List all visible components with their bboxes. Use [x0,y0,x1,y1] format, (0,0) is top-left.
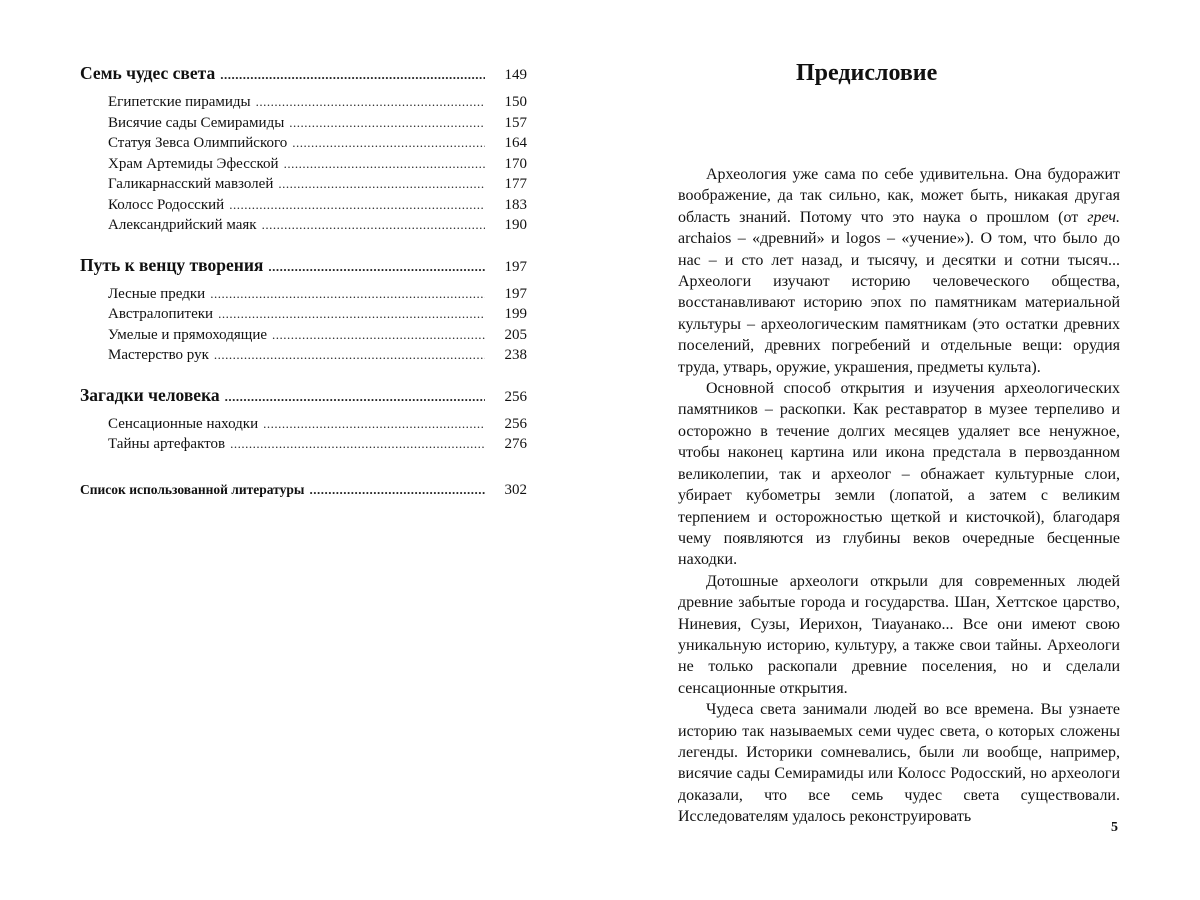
toc-spacer [80,366,527,380]
toc-leader-dots [268,252,485,282]
toc-item-title: Висячие сады Семирамиды [108,114,285,131]
toc-leader-dots [220,60,485,90]
toc-leader-dots [262,215,485,236]
toc-leader-dots [263,414,485,435]
toc-item-title: Галикарнасский мавзолей [108,176,274,192]
toc-page-number: 170 [504,155,527,172]
toc-page-number: 164 [504,135,527,151]
toc-section [80,250,527,282]
toc-leader-dots [309,475,485,505]
preface-paragraph: Основной способ открытия и изучения археологических памятников – раскопки. Как реставратор в музее терпеливо и осторожно в течение долгих месяцев удаляет все ненужное, чтобы наконец картина или икона предстала в первозданном великолепии, так и археолог – обнажает культурные слои, убирает кубометры земли (лопатой, а затем с великим терпением и осторожностью щеткой и кисточкой), благодаря чему появляются из глубины веков очередные бесценные находки. [678,380,1120,569]
toc-section [80,380,527,412]
toc-page-number: 190 [504,217,527,233]
toc-page-number: 150 [504,94,527,110]
toc-item [80,414,527,435]
right-page [600,0,1200,900]
toc-item [80,345,527,366]
preface-paragraph: Дотошные археологи открыли для современных людей древние забытые города и государства. Шан, Хеттское царство, Ниневия, Сузы, Иерихон, Тиауанако... Все они имеют свою уникальную историю, культуру, а также свои тайны. Археологи не только раскопали древние поселения, но и сделали сенсационные открытия. [678,572,1120,697]
toc-page-number: 157 [504,114,527,131]
toc-leader-dots [218,304,485,325]
toc-leader-dots [230,434,485,455]
toc-item-title: Статуя Зевса Олимпийского [108,135,288,151]
toc-leader-dots [272,325,485,346]
preface-text: Археология уже сама по себе удивительна. Она будоражит воображение, да так сильно, как, может быть, никакая другая область знаний. Потому что это наука о прошлом (от [678,166,1120,226]
preface-paragraph: Чудеса света занимали людей во все времена. Вы узнаете историю так называемых семи чудес света, о которых сложены легенды. Историки сомневались, были ли вообще, например, висячие сады Семирамиды или Колосс Родосский, но археологи доказали, что все семь чудес света существовали. Исследователям удалось реконструировать [678,701,1120,826]
toc-page-number: 256 [504,415,527,432]
toc-item-title: Умелые и прямоходящие [108,326,268,343]
preface-title: Предисловие [796,60,938,86]
toc-item [80,434,527,455]
toc-leader-dots [229,195,485,216]
toc-item-title: Сенсационные находки [108,415,259,432]
toc-item [80,113,527,134]
toc-item-title: Колосс Родосский [108,196,225,213]
toc-section-title: Загадки человека [80,384,220,405]
toc-page-number: 183 [504,196,527,213]
toc-item-title: Египетские пирамиды [108,94,251,110]
toc-page-number: 256 [504,388,527,405]
toc-page-number: 199 [504,306,527,322]
toc-item-title: Храм Артемиды Эфесской [108,155,279,172]
preface-text-italic: греч. [1087,208,1120,226]
preface-text: archaios – «древний» и logos – «учение»). О том, что было до нас – и сто лет назад, и тысячу, и десятки и сотни тысяч... Археологи изучают историю человеческого общества, восстанавливают историю эпох по памятникам материальной культуры – археологическим памятникам (это остатки древних поселений, древних погребений и отдельные вещи: орудия труда, утварь, оружие, украшения, предметы культа). [678,230,1120,376]
toc-item-title: Тайны артефактов [108,436,226,452]
toc-page-number: 177 [504,176,527,192]
toc-item [80,215,527,236]
toc-leader-dots [284,154,485,175]
toc-item [80,195,527,216]
toc-leader-dots [225,382,485,412]
toc-section [80,58,527,90]
page-number: 5 [1111,820,1118,835]
toc-item-title: Лесные предки [108,285,206,302]
toc-leader-dots [292,133,485,154]
toc-item [80,154,527,175]
toc-spacer [80,455,527,475]
toc-item [80,133,527,154]
toc-page-number: 276 [504,436,527,452]
toc-item-title: Австралопитеки [108,306,214,322]
toc-page-number: 205 [504,326,527,343]
toc-leader-dots [210,284,485,305]
toc-item [80,92,527,113]
toc-literature-title: Список использованной литературы [80,481,305,497]
toc-page-number: 197 [504,258,527,275]
toc-item-title: Александрийский маяк [108,217,257,233]
toc-leader-dots [289,113,485,134]
preface-body [678,164,1120,828]
preface-paragraph [678,164,1120,378]
toc-spacer [80,236,527,250]
toc-item-title: Мастерство рук [108,347,209,363]
toc-section-title: Семь чудес света [80,63,216,83]
toc-section-title: Путь к венцу творения [80,254,264,275]
toc-leader-dots [256,92,485,113]
toc-page-number: 238 [504,347,527,363]
table-of-contents [80,58,527,505]
toc-page-number: 149 [504,67,527,83]
toc-item [80,304,527,325]
toc-leader-dots [278,174,485,195]
toc-item [80,284,527,305]
toc-leader-dots [214,345,485,366]
toc-item [80,325,527,346]
toc-literature [80,475,527,505]
toc-item [80,174,527,195]
toc-page-number: 302 [504,481,527,498]
toc-page-number: 197 [504,285,527,302]
